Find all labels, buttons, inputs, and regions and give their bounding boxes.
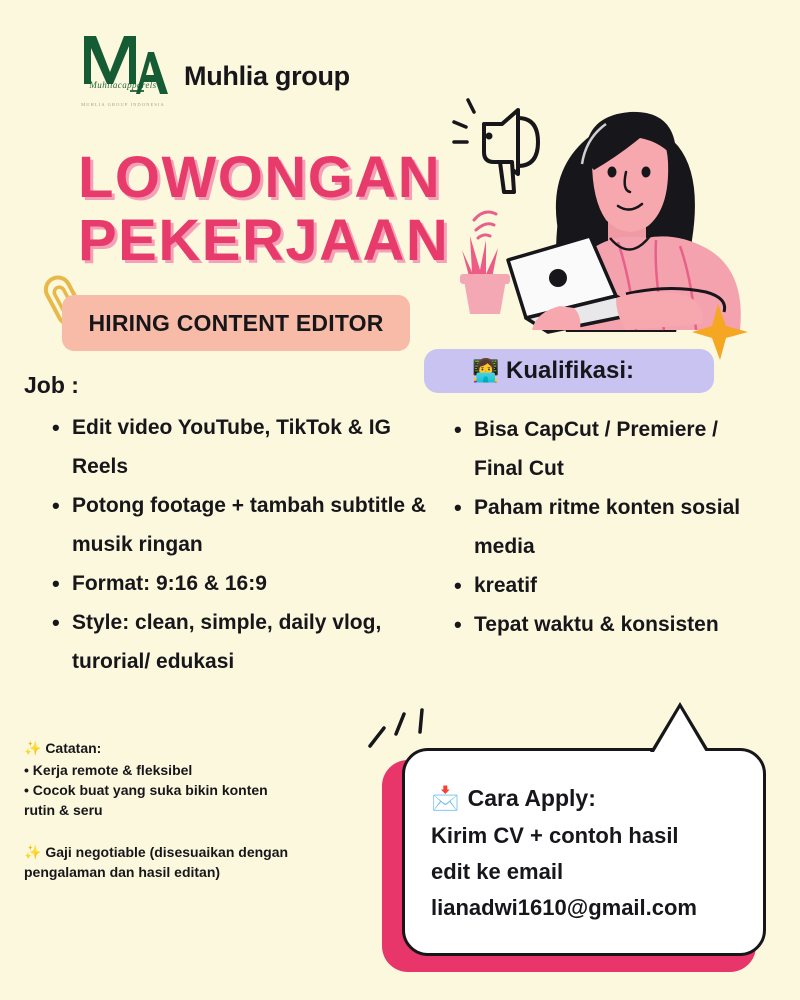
notes-line: rutin & seru (24, 802, 103, 818)
qualification-list-item: • Paham ritme konten sosial media (452, 488, 772, 566)
apply-title: Cara Apply: (467, 785, 596, 811)
notes-section (24, 740, 344, 882)
job-list (44, 408, 440, 681)
job-list-item: • Style: clean, simple, daily vlog, turorial/ edukasi (44, 603, 440, 681)
page-title (78, 146, 449, 272)
apply-email[interactable]: lianadwi1610@gmail.com (431, 895, 697, 920)
woman-technologist-icon: 👩‍💻 (472, 358, 500, 383)
hiring-banner (62, 295, 410, 351)
megaphone-motion-lines (454, 100, 474, 142)
job-section-heading: Job : (24, 372, 79, 398)
wifi-waves-icon (474, 212, 496, 238)
qualification-banner (424, 349, 714, 393)
company-logo (74, 28, 170, 116)
qualification-heading: Kualifikasi: (506, 357, 635, 384)
megaphone-icon (484, 110, 538, 192)
apply-callout-tail-mask (655, 751, 735, 759)
notes-spacer (24, 820, 344, 842)
job-list-item: • Edit video YouTube, TikTok & IG Reels (44, 408, 440, 486)
apply-title-row (431, 785, 737, 812)
logo-ma-glyph (74, 28, 170, 102)
notes-line: • Cocok buat yang suka bikin konten (24, 782, 268, 798)
job-list-item: • Format: 9:16 & 16:9 (44, 564, 440, 603)
notes-line: • Kerja remote & fleksibel (24, 762, 193, 778)
woman-with-laptop-illustration (440, 80, 790, 370)
qualification-list-item: • Tepat waktu & konsisten (452, 605, 772, 644)
brand-name: Muhlia group (184, 60, 350, 91)
notes-title: ✨ Catatan: (24, 740, 102, 756)
qualification-list-item: • kreatif (452, 566, 772, 605)
qualification-list (452, 410, 772, 644)
page-title-line2: PEKERJAAN (78, 208, 450, 273)
job-list-item: • Potong footage + tambah subtitle & musik ringan (44, 486, 440, 564)
apply-callout (392, 748, 766, 966)
apply-callout-body (402, 748, 766, 956)
qualification-list-item: • Bisa CapCut / Premiere / Final Cut (452, 410, 772, 488)
eye-left (608, 167, 617, 178)
eye-right (642, 167, 651, 178)
hiring-banner-label: HIRING CONTENT EDITOR (88, 309, 384, 336)
page-title-line1: LOWONGAN (78, 145, 442, 210)
brand-header (74, 28, 350, 116)
incoming-envelope-icon: 📩 (431, 785, 460, 811)
apply-instructions (431, 818, 737, 926)
notes-salary: ✨ Gaji negotiable (disesuaikan dengan pengalaman dan hasil editan) (24, 844, 289, 880)
logo-script-text: Muhliacapparels (89, 80, 157, 90)
apply-callout-tail (654, 708, 706, 752)
hand-right (616, 292, 703, 330)
apply-instruction-line: Kirim CV + contoh hasil (431, 823, 679, 848)
potted-plant-icon (460, 236, 510, 314)
apply-instruction-line: edit ke email (431, 859, 564, 884)
logo-subtext: MUHLIA GROUP INDONESIA (81, 102, 165, 107)
